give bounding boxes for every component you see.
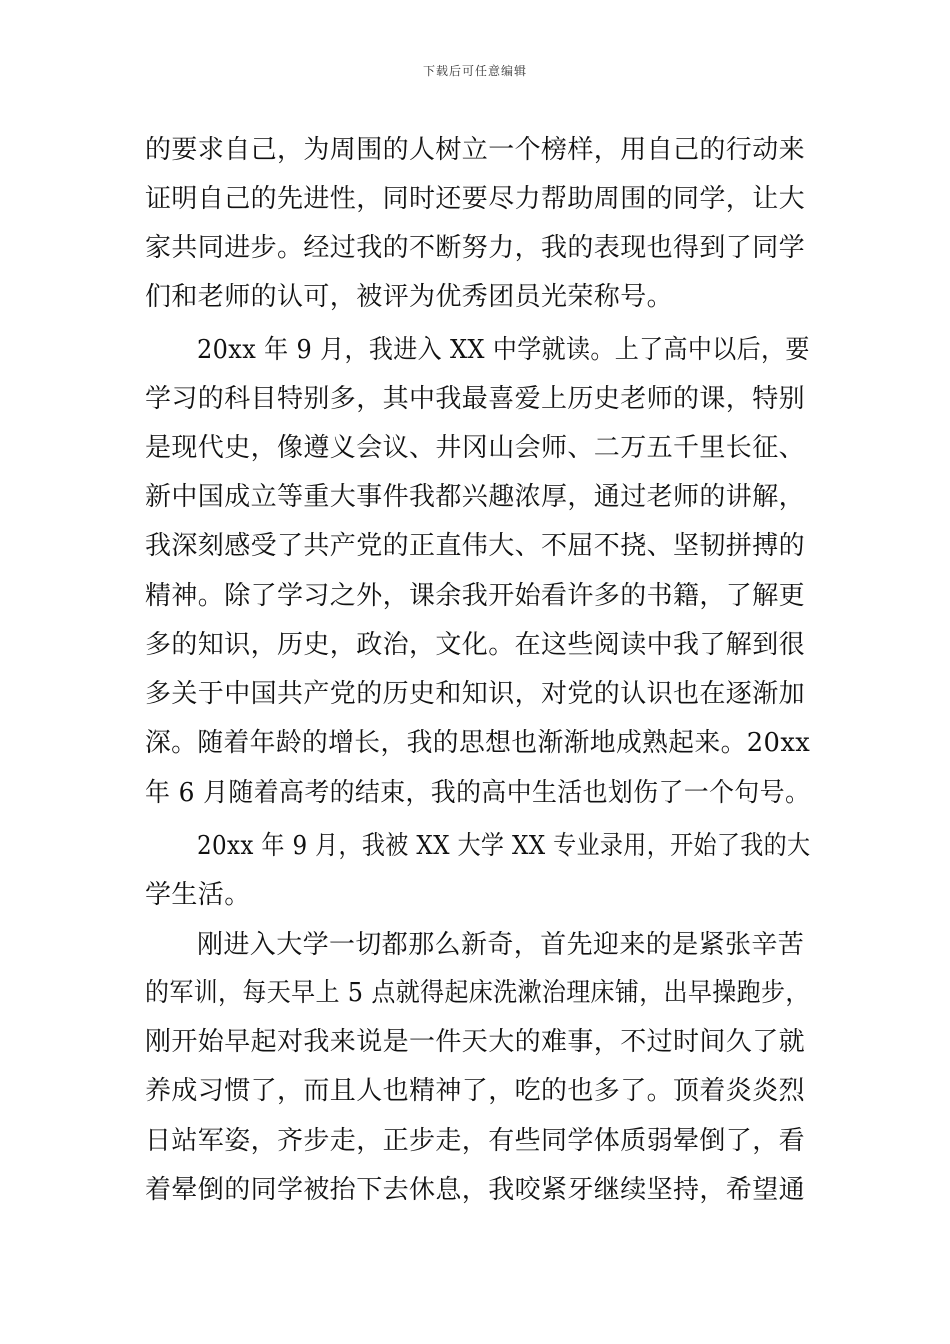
- text-line: 刚进入大学一切都那么新奇，首先迎来的是紧张辛苦: [197, 930, 805, 960]
- text-line: 日站军姿，齐步走，正步走，有些同学体质弱晕倒了，看: [145, 1126, 806, 1156]
- text-line: 学习的科目特别多，其中我最喜爱上历史老师的课，特别: [145, 384, 806, 414]
- text-line: 20xx 年 9 月，我被 XX 大学 XX 专业录用，开始了我的大: [197, 831, 811, 861]
- text-line: 证明自己的先进性，同时还要尽力帮助周围的同学，让大: [145, 184, 806, 214]
- page-header: 下载后可任意编辑: [422, 64, 527, 78]
- text-line: 是现代史，像遵义会议、井冈山会师、二万五千里长征、: [145, 433, 806, 463]
- text-line: 多关于中国共产党的历史和知识，对党的认识也在逐渐加: [145, 679, 806, 709]
- text-line: 学生活。: [145, 880, 251, 910]
- text-line: 新中国成立等重大事件我都兴趣浓厚，通过老师的讲解，: [145, 482, 806, 512]
- text-line: 我深刻感受了共产党的正直伟大、不屈不挠、坚韧拼搏的: [145, 531, 806, 561]
- text-line: 养成习惯了，而且人也精神了，吃的也多了。顶着炎炎烈: [145, 1076, 806, 1106]
- text-line: 深。随着年龄的增长，我的思想也渐渐地成熟起来。20xx: [145, 728, 811, 758]
- text-line: 20xx 年 9 月，我进入 XX 中学就读。上了高中以后，要: [197, 335, 810, 365]
- text-line: 着晕倒的同学被抬下去休息，我咬紧牙继续坚持，希望通: [145, 1175, 806, 1205]
- text-line: 们和老师的认可，被评为优秀团员光荣称号。: [145, 282, 674, 312]
- text-line: 的要求自己，为周围的人树立一个榜样，用自己的行动来: [145, 135, 806, 165]
- text-line: 的军训，每天早上 5 点就得起床洗漱治理床铺，出早操跑步，: [145, 978, 810, 1008]
- text-line: 刚开始早起对我来说是一件天大的难事，不过时间久了就: [145, 1027, 806, 1057]
- text-line: 年 6 月随着高考的结束，我的高中生活也划伤了一个句号。: [145, 778, 811, 808]
- text-line: 多的知识，历史，政治，文化。在这些阅读中我了解到很: [145, 630, 806, 660]
- text-line: 家共同进步。经过我的不断努力，我的表现也得到了同学: [145, 233, 806, 263]
- text-line: 精神。除了学习之外，课余我开始看许多的书籍，了解更: [145, 581, 806, 611]
